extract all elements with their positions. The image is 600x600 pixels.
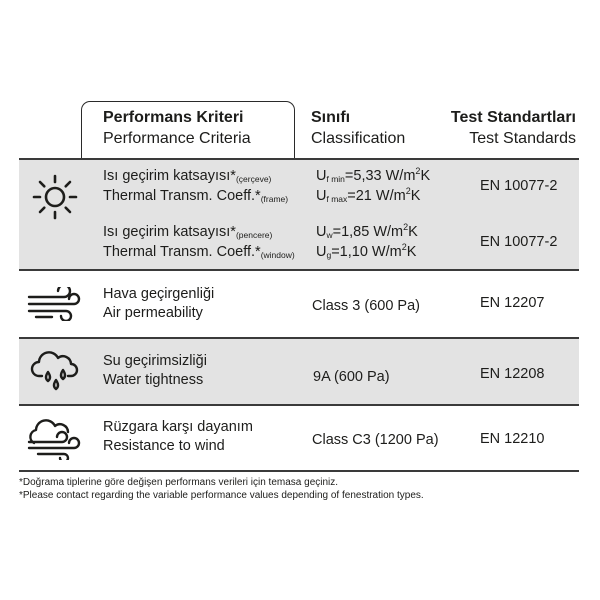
criteria-header <box>103 107 251 149</box>
sun-icon <box>30 172 80 222</box>
air-standard: EN 12207 <box>480 295 545 311</box>
air-classification: Class 3 (600 Pa) <box>312 298 420 314</box>
classification-header-tr: Sınıfı <box>311 109 351 126</box>
air-label: Hava geçirgenliği Air permeability <box>103 286 215 321</box>
criteria-header-en: Performance Criteria <box>103 130 251 147</box>
water-label: Su geçirimsizliği Water tightness <box>103 353 207 388</box>
thermal-frame-standard: EN 10077-2 <box>480 178 558 194</box>
divider <box>19 269 579 271</box>
wind-label: Rüzgara karşı dayanım Resistance to wind <box>103 419 253 454</box>
classification-header-en: Classification <box>311 130 406 147</box>
footnote-tr: *Doğrama tiplerine göre değişen performans verileri için temasa geçiniz. <box>19 477 339 488</box>
footnote-en: *Please contact regarding the variable performance values depending of fenestration types. <box>19 490 424 501</box>
classification-header <box>311 107 405 149</box>
standards-header-en: Test Standards <box>469 130 576 147</box>
thermal-frame-label: Isı geçirim katsayısı*(çerçeve) Thermal Transm. Coeff.*(frame) <box>103 168 289 204</box>
windy-cloud-icon <box>26 416 84 460</box>
wind-classification: Class C3 (1200 Pa) <box>312 432 439 448</box>
wind-standard: EN 12210 <box>480 431 545 447</box>
divider <box>19 404 579 406</box>
thermal-window-standard: EN 10077-2 <box>480 234 558 250</box>
wind-icon <box>26 287 82 321</box>
standards-header-tr: Test Standartları <box>450 109 576 126</box>
divider <box>19 158 579 160</box>
rain-cloud-icon <box>30 348 80 394</box>
divider <box>19 337 579 339</box>
standards-header <box>451 107 576 149</box>
divider <box>19 470 579 472</box>
thermal-frame-value: Uf min=5,33 $W/m^2K$ Uf max=21 $W/m^2K$ <box>316 166 431 204</box>
water-classification: 9A (600 Pa) <box>313 369 390 385</box>
thermal-window-label: Isı geçirim katsayısı*(pencere) Thermal Transm. Coeff.*(window) <box>103 224 295 260</box>
water-standard: EN 12208 <box>480 366 545 382</box>
criteria-header-tr: Performans Kriteri <box>103 109 244 126</box>
thermal-window-value: Uw=1,85 $W/m^2K$ Ug=1,10 $W/m^2K$ <box>316 222 418 260</box>
